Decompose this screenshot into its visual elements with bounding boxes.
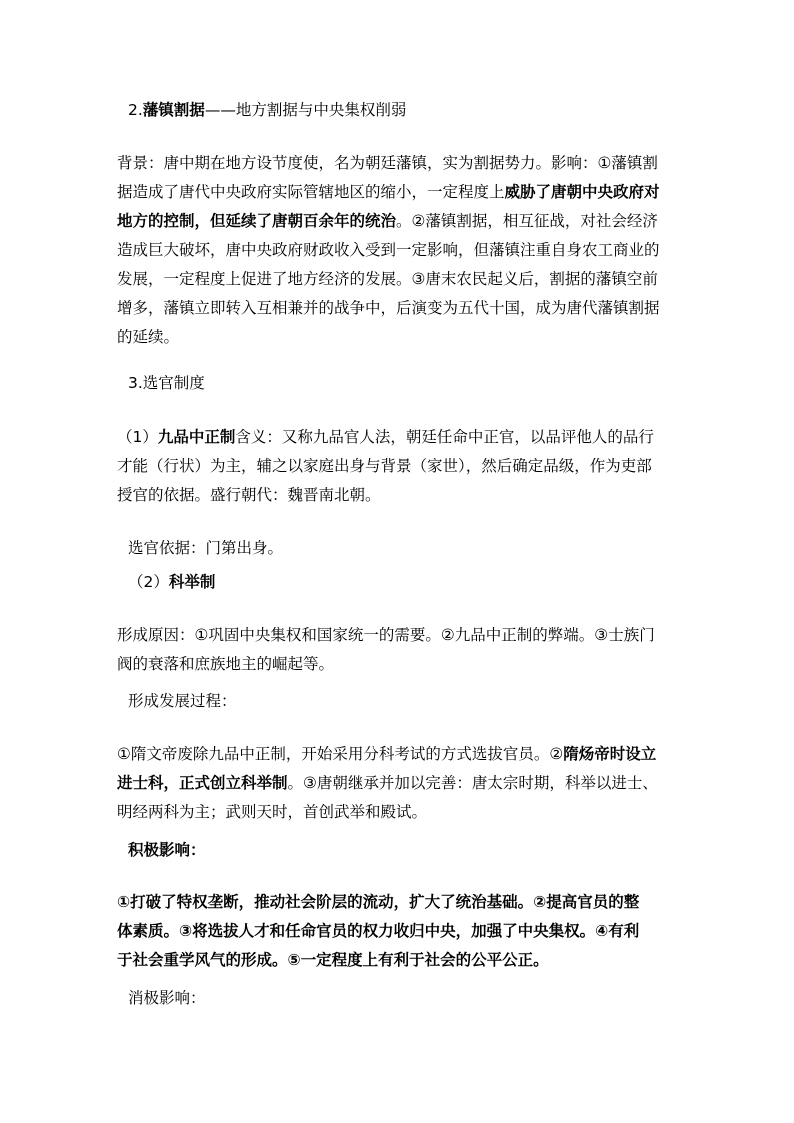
bold-run: 于社会重学风气的形成。⑤一定程度上有利于社会的公平公正。 [117,951,549,969]
bold-run: 进士科，正式创立科举制 [117,774,288,792]
text-run: （1） [117,428,158,446]
development-process-line-3: 明经两科为主；武则天时，首创武举和殿试。 [117,803,428,821]
positive-impact-heading [128,839,708,861]
text-run: 据造成了唐代中央政府实际管辖地区的缩小，一定程度上 [117,183,505,201]
fanzhen-paragraph-line-3 [117,210,697,232]
bold-run: ①打破了特权垄断，推动社会阶层的流动，扩大了统治基础。②提高官员的整 [117,893,640,911]
bold-run: 九品中正制 [157,428,236,446]
keju-heading [128,571,708,593]
development-process-line-1 [117,743,697,765]
fanzhen-paragraph-line-2 [117,181,697,203]
bold-run: 威胁了唐朝中央政府对 [504,183,660,201]
section-2-title-rest: ——地方割据与中央集权削弱 [204,101,407,119]
negative-impact-heading: 消极影响： [128,989,206,1007]
fanzhen-paragraph-line-1: 背景：唐中期在地方设节度使，名为朝廷藩镇，实为割据势力。影响：①藩镇割 [117,154,658,172]
section-2-heading [128,99,708,121]
bold-run: 科举制 [168,573,216,591]
bold-run: 体素质。③将选拔人才和任命官员的权力收归中央，加强了中央集权。④有利 [117,922,640,940]
section-2-number: 2. [128,101,143,119]
text-run: （2） [128,573,169,591]
development-process-line-2 [117,772,697,794]
selection-basis: 选官依据：门第出身。 [128,539,284,557]
positive-impact-line-3 [117,949,697,971]
bold-run: 地方的控制，但延续了唐朝百余年的统治 [117,212,397,230]
section-3-heading: 3.选官制度 [128,374,205,392]
jiupin-paragraph-line-2: 才能（行状）为主，辅之以家庭出身与背景（家世），然后确定品级，作为吏部 [117,457,652,475]
formation-reason-line-2: 阀的衰落和庶族地主的崛起等。 [117,655,335,673]
fanzhen-paragraph-line-4: 造成巨大破坏，唐中央政府财政收入受到一定影响，但藩镇注重自身农工商业的 [117,241,660,259]
fanzhen-paragraph-line-6: 增多，藩镇立即转入互相兼并的战争中，后演变为五代十国，成为唐代藩镇割据 [117,299,660,317]
fanzhen-paragraph-line-7: 的延续。 [117,328,180,346]
jiupin-paragraph-line-3: 授官的依据。盛行朝代：魏晋南北朝。 [117,486,381,504]
text-run: ①隋文帝废除九品中正制，开始采用分科考试的方式选拔官员。② [117,745,564,763]
bold-run: 积极影响： [128,841,206,859]
section-2-title-bold: 藩镇割据 [142,101,205,119]
text-run: 。③唐朝继承并加以完善：唐太宗时期，科举以进士、 [287,774,658,792]
fanzhen-paragraph-line-5: 发展，一定程度上促进了地方经济的发展。③唐末农民起义后，割据的藩镇空前 [117,270,658,288]
positive-impact-line-2 [117,920,697,942]
bold-run: 隋炀帝时设立 [563,745,657,763]
formation-reason-line-1: 形成原因：①巩固中央集权和国家统一的需要。②九品中正制的弊端。③士族门 [117,626,655,644]
text-run: 。②藩镇割据，相互征战，对社会经济 [396,212,658,230]
positive-impact-line-1 [117,891,697,913]
development-process-heading: 形成发展过程： [128,692,237,710]
text-run: 含义：又称九品官人法，朝廷任命中正官，以品评他人的品行 [235,428,654,446]
jiupin-paragraph-line-1 [117,426,697,448]
